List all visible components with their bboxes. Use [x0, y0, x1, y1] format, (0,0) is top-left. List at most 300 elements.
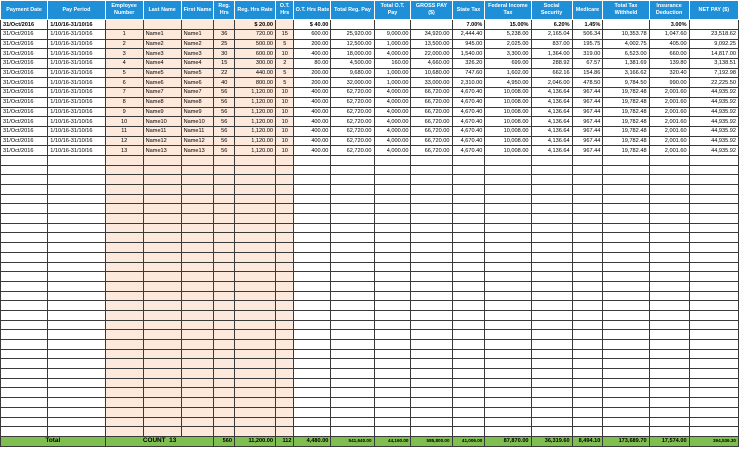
cell-net[interactable]: 9,092.25 — [689, 39, 738, 49]
cell-total-reg[interactable]: 62,720.00 — [331, 146, 374, 156]
cell-net[interactable] — [689, 359, 738, 369]
cell-pay-date[interactable]: 31/Oct/2016 — [1, 39, 48, 49]
cell-medicare[interactable] — [572, 252, 603, 262]
cell-net[interactable] — [689, 330, 738, 340]
cell-last[interactable] — [143, 281, 181, 291]
cell-ot-rate[interactable] — [294, 204, 331, 214]
cell-federal[interactable] — [485, 155, 531, 165]
cell-total-ot[interactable] — [374, 233, 411, 243]
cell-insurance[interactable]: 405.00 — [649, 39, 689, 49]
cell-medicare[interactable]: 967.44 — [572, 146, 603, 156]
cell-last[interactable] — [143, 204, 181, 214]
cell-insurance[interactable] — [649, 310, 689, 320]
cell-social[interactable] — [531, 340, 572, 350]
cell-ot-rate[interactable] — [294, 262, 331, 272]
cell-first[interactable]: Name12 — [181, 136, 214, 146]
cell-social[interactable] — [531, 417, 572, 427]
cell-emp[interactable] — [105, 194, 143, 204]
cell-net[interactable]: 44,935.92 — [689, 97, 738, 107]
cell-state[interactable] — [452, 340, 485, 350]
cell-total-tax[interactable] — [603, 359, 649, 369]
cell-emp[interactable] — [105, 243, 143, 253]
cell-period[interactable] — [48, 349, 105, 359]
cell-ot-rate[interactable] — [294, 369, 331, 379]
cell-period[interactable] — [48, 388, 105, 398]
cell-state[interactable] — [452, 388, 485, 398]
cell-first[interactable] — [181, 330, 214, 340]
cell-emp[interactable] — [105, 407, 143, 417]
cell-total-ot[interactable] — [374, 20, 411, 30]
cell-total-tax[interactable] — [603, 310, 649, 320]
cell-state[interactable] — [452, 175, 485, 185]
cell-medicare[interactable]: 967.44 — [572, 117, 603, 127]
cell-total-reg[interactable] — [331, 165, 374, 175]
cell-medicare[interactable]: 195.75 — [572, 39, 603, 49]
header-social[interactable]: Social Security — [531, 1, 572, 20]
cell-emp[interactable] — [105, 252, 143, 262]
cell-state[interactable] — [452, 281, 485, 291]
cell-total-ot[interactable] — [374, 291, 411, 301]
cell-period[interactable]: 1/10/16-31/10/16 — [48, 68, 105, 78]
cell-pay-date[interactable] — [1, 340, 48, 350]
cell-gross[interactable] — [411, 175, 452, 185]
cell-net[interactable] — [689, 320, 738, 330]
cell-state[interactable] — [452, 155, 485, 165]
cell-period[interactable] — [48, 427, 105, 437]
cell-total-ot[interactable] — [374, 272, 411, 282]
cell-ot-rate[interactable]: 400.00 — [294, 117, 331, 127]
cell-total-tax[interactable]: 1,381.69 — [603, 59, 649, 69]
cell-pay-date[interactable] — [1, 281, 48, 291]
cell-insurance[interactable] — [649, 223, 689, 233]
cell-state[interactable] — [452, 204, 485, 214]
cell-net[interactable]: 44,935.92 — [689, 117, 738, 127]
cell-total-ot[interactable] — [374, 330, 411, 340]
cell-reg-rate[interactable]: 800.00 — [234, 78, 275, 88]
cell-medicare[interactable] — [572, 185, 603, 195]
cell-medicare[interactable]: 967.44 — [572, 126, 603, 136]
cell-net[interactable] — [689, 291, 738, 301]
cell-last[interactable]: Name5 — [143, 68, 181, 78]
cell-reg-hrs[interactable] — [214, 301, 235, 311]
cell-total-tax[interactable] — [603, 291, 649, 301]
cell-ot-hrs[interactable] — [276, 204, 294, 214]
cell-ot-hrs[interactable] — [276, 185, 294, 195]
total-reg-hrs[interactable]: 560 — [214, 436, 235, 446]
cell-first[interactable]: Name3 — [181, 49, 214, 59]
cell-emp[interactable]: 7 — [105, 88, 143, 98]
cell-federal[interactable]: 10,008.00 — [485, 88, 531, 98]
cell-ot-rate[interactable] — [294, 340, 331, 350]
cell-pay-date[interactable]: 31/Oct/2016 — [1, 107, 48, 117]
cell-state[interactable] — [452, 243, 485, 253]
cell-first[interactable] — [181, 262, 214, 272]
cell-net[interactable] — [689, 194, 738, 204]
cell-total-tax[interactable]: 19,782.48 — [603, 126, 649, 136]
cell-gross[interactable]: 66,720.00 — [411, 126, 452, 136]
cell-gross[interactable]: 33,000.00 — [411, 78, 452, 88]
cell-last[interactable] — [143, 155, 181, 165]
cell-ot-rate[interactable]: 400.00 — [294, 146, 331, 156]
cell-reg-hrs[interactable]: 56 — [214, 88, 235, 98]
cell-reg-rate[interactable] — [234, 252, 275, 262]
cell-emp[interactable] — [105, 223, 143, 233]
cell-total-tax[interactable] — [603, 301, 649, 311]
cell-social[interactable] — [531, 310, 572, 320]
cell-emp[interactable]: 6 — [105, 78, 143, 88]
cell-last[interactable] — [143, 20, 181, 30]
cell-federal[interactable] — [485, 194, 531, 204]
cell-reg-hrs[interactable] — [214, 320, 235, 330]
cell-total-reg[interactable]: 62,720.00 — [331, 117, 374, 127]
cell-medicare[interactable]: 967.44 — [572, 97, 603, 107]
cell-gross[interactable] — [411, 165, 452, 175]
cell-ot-hrs[interactable]: 5 — [276, 78, 294, 88]
cell-net[interactable]: 7,192.98 — [689, 68, 738, 78]
cell-ot-rate[interactable] — [294, 175, 331, 185]
cell-insurance[interactable] — [649, 291, 689, 301]
cell-ot-rate[interactable]: 400.00 — [294, 97, 331, 107]
cell-insurance[interactable]: 3.00% — [649, 20, 689, 30]
cell-state[interactable] — [452, 301, 485, 311]
cell-period[interactable] — [48, 369, 105, 379]
cell-medicare[interactable] — [572, 175, 603, 185]
cell-reg-rate[interactable] — [234, 330, 275, 340]
cell-reg-hrs[interactable]: 56 — [214, 136, 235, 146]
cell-medicare[interactable] — [572, 427, 603, 437]
cell-first[interactable] — [181, 20, 214, 30]
cell-period[interactable] — [48, 233, 105, 243]
cell-ot-hrs[interactable]: 5 — [276, 39, 294, 49]
cell-ot-hrs[interactable]: 10 — [276, 97, 294, 107]
cell-gross[interactable]: 66,720.00 — [411, 88, 452, 98]
cell-total-ot[interactable] — [374, 165, 411, 175]
cell-pay-date[interactable] — [1, 165, 48, 175]
cell-federal[interactable] — [485, 378, 531, 388]
cell-total-ot[interactable] — [374, 243, 411, 253]
cell-insurance[interactable] — [649, 359, 689, 369]
count-cell[interactable] — [105, 436, 214, 446]
cell-federal[interactable] — [485, 281, 531, 291]
header-pay-date[interactable]: Payment Date — [1, 1, 48, 20]
cell-first[interactable]: Name1 — [181, 30, 214, 40]
cell-net[interactable] — [689, 185, 738, 195]
cell-first[interactable] — [181, 175, 214, 185]
cell-reg-rate[interactable] — [234, 262, 275, 272]
cell-state[interactable]: 4,670.40 — [452, 146, 485, 156]
cell-reg-hrs[interactable]: 25 — [214, 39, 235, 49]
cell-ot-hrs[interactable] — [276, 398, 294, 408]
cell-ot-rate[interactable] — [294, 223, 331, 233]
cell-emp[interactable] — [105, 398, 143, 408]
cell-last[interactable] — [143, 417, 181, 427]
cell-insurance[interactable] — [649, 272, 689, 282]
cell-state[interactable]: 945.00 — [452, 39, 485, 49]
cell-ot-hrs[interactable] — [276, 281, 294, 291]
header-ot-rate[interactable]: O.T. Hrs Rate — [294, 1, 331, 20]
cell-reg-hrs[interactable] — [214, 194, 235, 204]
cell-gross[interactable] — [411, 155, 452, 165]
cell-reg-rate[interactable] — [234, 194, 275, 204]
cell-total-ot[interactable]: 4,000.00 — [374, 97, 411, 107]
cell-state[interactable] — [452, 194, 485, 204]
cell-last[interactable]: Name7 — [143, 88, 181, 98]
cell-last[interactable] — [143, 223, 181, 233]
cell-last[interactable]: Name6 — [143, 78, 181, 88]
cell-total-reg[interactable] — [331, 349, 374, 359]
cell-pay-date[interactable] — [1, 291, 48, 301]
cell-first[interactable] — [181, 359, 214, 369]
cell-total-tax[interactable] — [603, 214, 649, 224]
cell-insurance[interactable] — [649, 185, 689, 195]
cell-period[interactable] — [48, 310, 105, 320]
cell-last[interactable] — [143, 320, 181, 330]
cell-total-ot[interactable] — [374, 378, 411, 388]
cell-insurance[interactable] — [649, 330, 689, 340]
cell-federal[interactable] — [485, 398, 531, 408]
cell-total-tax[interactable]: 19,782.48 — [603, 88, 649, 98]
cell-reg-rate[interactable] — [234, 417, 275, 427]
cell-federal[interactable]: 4,950.00 — [485, 78, 531, 88]
cell-period[interactable] — [48, 185, 105, 195]
cell-medicare[interactable] — [572, 330, 603, 340]
cell-last[interactable]: Name1 — [143, 30, 181, 40]
cell-total-ot[interactable]: 1,000.00 — [374, 68, 411, 78]
cell-reg-rate[interactable] — [234, 359, 275, 369]
cell-state[interactable] — [452, 165, 485, 175]
cell-gross[interactable]: 22,000.00 — [411, 49, 452, 59]
cell-gross[interactable] — [411, 20, 452, 30]
cell-first[interactable] — [181, 214, 214, 224]
cell-total-ot[interactable] — [374, 204, 411, 214]
cell-medicare[interactable] — [572, 272, 603, 282]
cell-pay-date[interactable]: 31/Oct/2016 — [1, 49, 48, 59]
cell-total-tax[interactable]: 9,784.50 — [603, 78, 649, 88]
cell-total-reg[interactable]: 62,720.00 — [331, 88, 374, 98]
cell-pay-date[interactable]: 31/Oct/2016 — [1, 88, 48, 98]
cell-total-tax[interactable]: 19,782.48 — [603, 136, 649, 146]
cell-total-reg[interactable] — [331, 223, 374, 233]
cell-federal[interactable]: 1,602.00 — [485, 68, 531, 78]
cell-first[interactable] — [181, 243, 214, 253]
cell-last[interactable] — [143, 194, 181, 204]
cell-social[interactable]: 4,136.64 — [531, 126, 572, 136]
cell-reg-rate[interactable] — [234, 185, 275, 195]
cell-insurance[interactable] — [649, 320, 689, 330]
header-total-tax[interactable]: Total Tax Withheld — [603, 1, 649, 20]
cell-medicare[interactable] — [572, 214, 603, 224]
cell-reg-rate[interactable]: 1,120.00 — [234, 97, 275, 107]
cell-pay-date[interactable] — [1, 233, 48, 243]
cell-ot-hrs[interactable] — [276, 340, 294, 350]
cell-ot-rate[interactable]: 200.00 — [294, 68, 331, 78]
cell-last[interactable] — [143, 407, 181, 417]
cell-period[interactable]: 1/10/16-31/10/16 — [48, 97, 105, 107]
cell-medicare[interactable] — [572, 369, 603, 379]
cell-ot-rate[interactable] — [294, 281, 331, 291]
cell-medicare[interactable] — [572, 388, 603, 398]
cell-social[interactable]: 4,136.64 — [531, 107, 572, 117]
cell-pay-date[interactable] — [1, 155, 48, 165]
cell-gross[interactable] — [411, 252, 452, 262]
cell-state[interactable] — [452, 369, 485, 379]
cell-reg-hrs[interactable] — [214, 223, 235, 233]
cell-social[interactable] — [531, 223, 572, 233]
cell-medicare[interactable] — [572, 310, 603, 320]
cell-social[interactable] — [531, 262, 572, 272]
cell-emp[interactable]: 8 — [105, 97, 143, 107]
cell-total-tax[interactable] — [603, 223, 649, 233]
cell-federal[interactable] — [485, 369, 531, 379]
cell-net[interactable]: 44,935.92 — [689, 88, 738, 98]
cell-ot-rate[interactable]: $ 40.00 — [294, 20, 331, 30]
cell-social[interactable]: 4,136.64 — [531, 88, 572, 98]
cell-total-reg[interactable] — [331, 214, 374, 224]
cell-reg-rate[interactable] — [234, 349, 275, 359]
cell-reg-rate[interactable] — [234, 233, 275, 243]
cell-pay-date[interactable] — [1, 223, 48, 233]
cell-state[interactable] — [452, 359, 485, 369]
cell-period[interactable] — [48, 378, 105, 388]
cell-federal[interactable] — [485, 427, 531, 437]
cell-medicare[interactable] — [572, 204, 603, 214]
cell-first[interactable] — [181, 291, 214, 301]
cell-federal[interactable]: 15.00% — [485, 20, 531, 30]
cell-total-ot[interactable]: 4,000.00 — [374, 126, 411, 136]
cell-gross[interactable] — [411, 233, 452, 243]
cell-gross[interactable] — [411, 378, 452, 388]
cell-ot-rate[interactable]: 400.00 — [294, 107, 331, 117]
cell-federal[interactable] — [485, 359, 531, 369]
cell-ot-rate[interactable] — [294, 272, 331, 282]
cell-total-reg[interactable] — [331, 407, 374, 417]
cell-net[interactable] — [689, 388, 738, 398]
cell-net[interactable] — [689, 427, 738, 437]
cell-total-ot[interactable] — [374, 369, 411, 379]
cell-social[interactable] — [531, 320, 572, 330]
cell-total-reg[interactable] — [331, 272, 374, 282]
cell-total-ot[interactable] — [374, 281, 411, 291]
cell-reg-rate[interactable]: 720.00 — [234, 30, 275, 40]
cell-social[interactable]: 662.16 — [531, 68, 572, 78]
cell-last[interactable] — [143, 165, 181, 175]
header-insurance[interactable]: Insurance Deduction — [649, 1, 689, 20]
cell-reg-hrs[interactable] — [214, 243, 235, 253]
cell-social[interactable]: 1,364.00 — [531, 49, 572, 59]
cell-pay-date[interactable] — [1, 398, 48, 408]
cell-federal[interactable] — [485, 243, 531, 253]
cell-total-tax[interactable] — [603, 369, 649, 379]
cell-insurance[interactable]: 2,001.60 — [649, 136, 689, 146]
header-gross[interactable]: GROSS PAY ($) — [411, 1, 452, 20]
cell-total-tax[interactable] — [603, 204, 649, 214]
cell-ot-hrs[interactable] — [276, 155, 294, 165]
cell-period[interactable]: 1/10/16-31/10/16 — [48, 20, 105, 30]
total-federal-tax[interactable]: 87,870.00 — [485, 436, 531, 446]
cell-reg-hrs[interactable] — [214, 310, 235, 320]
cell-social[interactable] — [531, 185, 572, 195]
cell-ot-hrs[interactable] — [276, 407, 294, 417]
cell-reg-hrs[interactable] — [214, 233, 235, 243]
cell-total-ot[interactable] — [374, 320, 411, 330]
cell-state[interactable]: 4,670.40 — [452, 107, 485, 117]
cell-gross[interactable] — [411, 330, 452, 340]
cell-reg-rate[interactable]: 1,120.00 — [234, 146, 275, 156]
cell-reg-rate[interactable] — [234, 291, 275, 301]
cell-emp[interactable] — [105, 214, 143, 224]
cell-ot-hrs[interactable] — [276, 349, 294, 359]
cell-total-reg[interactable]: 9,680.00 — [331, 68, 374, 78]
cell-medicare[interactable] — [572, 233, 603, 243]
cell-first[interactable] — [181, 427, 214, 437]
cell-net[interactable] — [689, 214, 738, 224]
cell-emp[interactable] — [105, 20, 143, 30]
cell-period[interactable] — [48, 407, 105, 417]
cell-medicare[interactable] — [572, 301, 603, 311]
cell-ot-hrs[interactable] — [276, 388, 294, 398]
cell-last[interactable] — [143, 340, 181, 350]
cell-ot-rate[interactable]: 400.00 — [294, 49, 331, 59]
cell-pay-date[interactable]: 31/Oct/2016 — [1, 20, 48, 30]
cell-total-reg[interactable] — [331, 262, 374, 272]
cell-reg-hrs[interactable] — [214, 272, 235, 282]
cell-gross[interactable]: 4,660.00 — [411, 59, 452, 69]
cell-reg-hrs[interactable] — [214, 252, 235, 262]
cell-total-tax[interactable]: 4,002.75 — [603, 39, 649, 49]
cell-pay-date[interactable] — [1, 407, 48, 417]
cell-pay-date[interactable] — [1, 330, 48, 340]
cell-social[interactable] — [531, 233, 572, 243]
header-total-ot[interactable]: Total O.T. Pay — [374, 1, 411, 20]
cell-total-tax[interactable]: 19,782.48 — [603, 97, 649, 107]
cell-federal[interactable]: 3,300.00 — [485, 49, 531, 59]
cell-ot-rate[interactable] — [294, 388, 331, 398]
cell-total-tax[interactable] — [603, 349, 649, 359]
cell-period[interactable] — [48, 272, 105, 282]
cell-gross[interactable] — [411, 369, 452, 379]
cell-reg-rate[interactable] — [234, 369, 275, 379]
cell-gross[interactable] — [411, 407, 452, 417]
cell-ot-hrs[interactable] — [276, 175, 294, 185]
cell-first[interactable] — [181, 310, 214, 320]
cell-last[interactable] — [143, 378, 181, 388]
cell-total-ot[interactable]: 9,000.00 — [374, 30, 411, 40]
cell-total-reg[interactable]: 25,920.00 — [331, 30, 374, 40]
cell-emp[interactable]: 9 — [105, 107, 143, 117]
cell-period[interactable]: 1/10/16-31/10/16 — [48, 88, 105, 98]
cell-reg-hrs[interactable]: 56 — [214, 117, 235, 127]
cell-total-tax[interactable] — [603, 185, 649, 195]
cell-gross[interactable] — [411, 417, 452, 427]
cell-first[interactable] — [181, 204, 214, 214]
total-label[interactable]: Total — [1, 436, 106, 446]
cell-state[interactable] — [452, 262, 485, 272]
cell-net[interactable] — [689, 407, 738, 417]
cell-total-reg[interactable]: 18,000.00 — [331, 49, 374, 59]
cell-gross[interactable] — [411, 301, 452, 311]
cell-ot-hrs[interactable]: 10 — [276, 49, 294, 59]
cell-period[interactable]: 1/10/16-31/10/16 — [48, 107, 105, 117]
cell-medicare[interactable]: 506.34 — [572, 30, 603, 40]
cell-social[interactable]: 4,136.64 — [531, 146, 572, 156]
cell-ot-hrs[interactable] — [276, 243, 294, 253]
cell-social[interactable]: 2,165.04 — [531, 30, 572, 40]
cell-net[interactable]: 44,935.92 — [689, 107, 738, 117]
cell-federal[interactable] — [485, 262, 531, 272]
cell-ot-rate[interactable] — [294, 243, 331, 253]
cell-reg-rate[interactable]: 500.00 — [234, 39, 275, 49]
cell-total-reg[interactable] — [331, 378, 374, 388]
